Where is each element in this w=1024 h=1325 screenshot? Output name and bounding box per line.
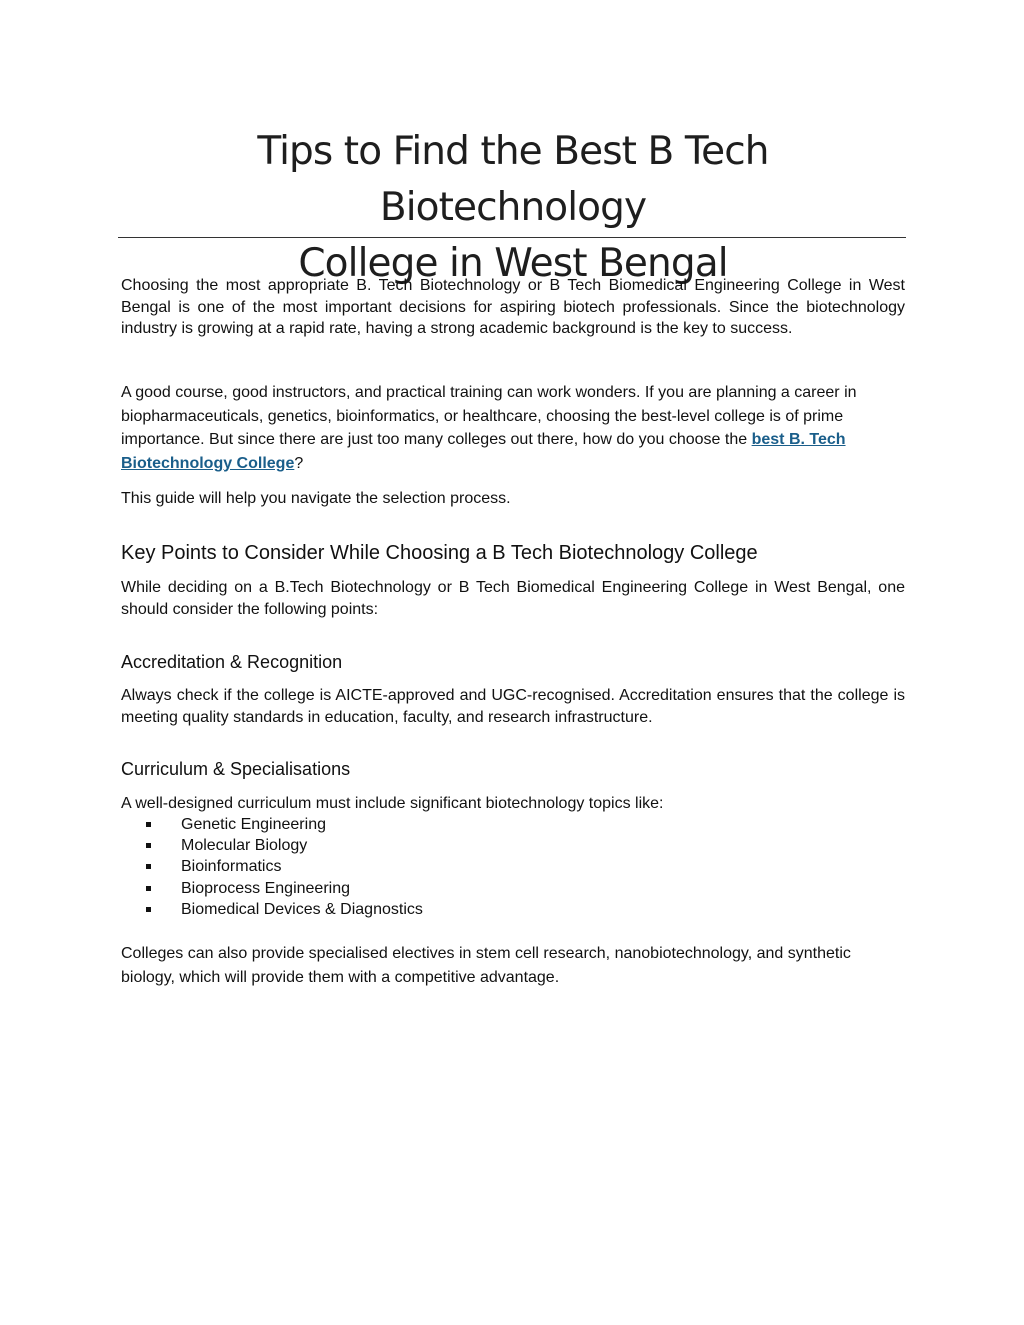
list-item: [121, 835, 821, 856]
title-line-1: Tips to Find the Best B Tech Biotechnology: [257, 129, 769, 230]
list-item: [121, 878, 821, 899]
title-line-2: College in West Bengal: [298, 241, 728, 286]
square-bullet-icon: [146, 843, 151, 848]
intro-paragraph-3: This guide will help you navigate the selection process.: [121, 490, 511, 507]
title-underline: [118, 237, 906, 238]
page-title: [120, 124, 906, 292]
best-college-link[interactable]: best B. Tech Biotechnology College: [121, 431, 846, 472]
curriculum-intro: A well-designed curriculum must include significant biotechnology topics like:: [121, 795, 664, 812]
square-bullet-icon: [146, 864, 151, 869]
list-item: [121, 814, 821, 835]
intro-paragraph-2-text: A good course, good instructors, and practical training can work wonders. If you are planning a career in biopharmaceuticals, genetics, bioinformatics, or healthcare, choosing the best-level college is of prime importance. But since there are just too many colleges out there, how do you choose the: [121, 384, 857, 448]
intro-paragraph-2: [121, 381, 905, 475]
list-item: [121, 856, 821, 877]
curriculum-topics-list: [121, 814, 821, 920]
key-points-paragraph: While deciding on a B.Tech Biotechnology or B Tech Biomedical Engineering College in West Bengal, one should consider the following points:: [121, 579, 905, 618]
accreditation-paragraph: Always check if the college is AICTE-approved and UGC-recognised. Accreditation ensures that the college is meeting quality standards in education, faculty, and research infrastructure.: [121, 687, 905, 726]
intro-paragraph-1: Choosing the most appropriate B. Tech Biotechnology or B Tech Biomedical Engineering College in West Bengal is one of the most important decisions for aspiring biotech professionals. Since the biotechnology industry is growing at a rapid rate, having a strong academic background is the key to success.: [121, 277, 905, 337]
curriculum-heading: Curriculum & Specialisations: [121, 759, 351, 779]
accreditation-heading: Accreditation & Recognition: [121, 652, 343, 672]
list-item-label: Bioprocess Engineering: [181, 879, 350, 897]
square-bullet-icon: [146, 886, 151, 891]
list-item: [121, 899, 821, 920]
square-bullet-icon: [146, 907, 151, 912]
list-item-label: Genetic Engineering: [181, 816, 326, 833]
list-item-label: Bioinformatics: [181, 858, 282, 876]
intro-paragraph-2-end: ?: [294, 454, 304, 472]
list-item-label: Molecular Biology: [181, 837, 308, 855]
square-bullet-icon: [146, 822, 151, 827]
curriculum-outro: Colleges can also provide specialised electives in stem cell research, nanobiotechnology, and synthetic biology, which will provide them with a competitive advantage.: [121, 945, 851, 986]
list-item-label: Biomedical Devices & Diagnostics: [181, 900, 423, 918]
key-points-heading: Key Points to Consider While Choosing a B Tech Biotechnology College: [121, 542, 758, 564]
